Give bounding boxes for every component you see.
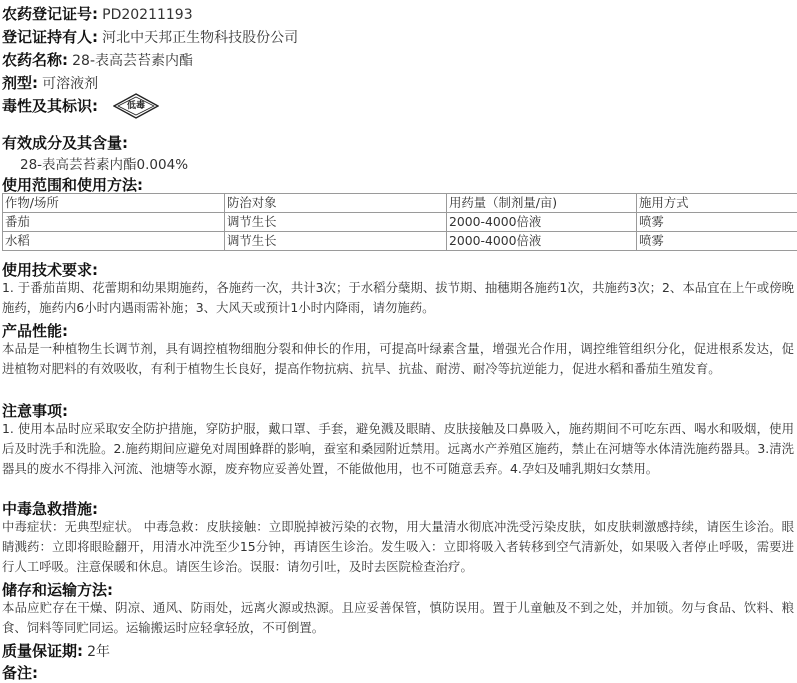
table-header-row — [3, 194, 797, 213]
technical-title: 使用技术要求: — [2, 261, 98, 279]
technical-text: 1. 于番茄苗期、花蕾期和幼果期施药，各施药一次，共计3次；于水稻分蘖期、拔节期、抽穗期各施药1次，共施药3次；2、本品宜在上午或傍晚施药，施药内6小时内遇雨需补施；3、大风天或预计1小时内降雨，请勿施药。 — [2, 280, 794, 315]
header-crop: 作物/场所 — [3, 194, 225, 213]
holder-value: 河北中天邦正生物科技股份公司 — [102, 30, 299, 46]
registration-value: PD20211193 — [102, 7, 193, 23]
first-aid-text: 中毒症状：无典型症状。 中毒急救：皮肤接触：立即脱掉被污染的衣物，用大量清水彻底冲洗受污染皮肤，如皮肤刺激感持续，请医生诊治。眼睛溅药：立即将眼睑翻开，用清水冲洗至少15分钟，再请医生诊治。发生吸入：立即将吸入者转移到空气清新处，如果吸入者停止呼吸，需要进行人工呼吸。注意保暖和休息。请医生诊治。误服：请勿引吐，及时去医院检查治疗。 — [2, 519, 794, 574]
formulation-value: 可溶液剂 — [42, 76, 99, 92]
registration-number — [2, 3, 193, 24]
formulation-label: 剂型: — [2, 74, 38, 92]
header-target: 防治对象 — [225, 194, 447, 213]
toxicity-label: 毒性及其标识: — [2, 97, 98, 115]
cell-target: 调节生长 — [225, 232, 447, 251]
cell-crop: 番茄 — [3, 213, 225, 232]
toxicity-badge-text: 低毒 — [126, 101, 145, 111]
performance-text: 本品是一种植物生长调节剂，具有调控植物细胞分裂和伸长的作用，可提高叶绿素含量，增强光合作用，调控维管组织分化，促进根系发达，促进植物对肥料的有效吸收，有利于植物生长良好，提高作物抗病、抗旱、抗盐、耐涝、耐冷等抗逆能力，促进水稻和番茄生殖发育。 — [2, 341, 794, 376]
cell-target: 调节生长 — [225, 213, 447, 232]
table-row — [3, 232, 797, 251]
cell-dosage: 2000-4000倍液 — [447, 232, 637, 251]
first-aid-title: 中毒急救措施: — [2, 500, 98, 518]
cell-crop: 水稻 — [3, 232, 225, 251]
product-name — [2, 49, 193, 70]
precautions-text: 1. 使用本品时应采取安全防护措施，穿防护服，戴口罩、手套，避免溅及眼睛、皮肤接触及口鼻吸入，施药期间不可吃东西、喝水和吸烟，使用后及时洗手和洗脸。2.施药期间应避免对周围蜂群的影响，蚕室和桑园附近禁用。远离水产养殖区施药，禁止在河塘等水体清洗施药器具。3.清洗器具的废水不得排入河流、池塘等水源，废弃物应妥善处置，不能做他用，也不可随意丢弃。4.孕妇及哺乳期妇女禁用。 — [2, 421, 794, 476]
formulation — [2, 72, 98, 93]
low-toxicity-badge — [113, 93, 159, 119]
performance-title: 产品性能: — [2, 322, 68, 340]
shelf-life-value: 2年 — [87, 644, 111, 660]
cell-method: 喷雾 — [637, 213, 797, 232]
cell-dosage: 2000-4000倍液 — [447, 213, 637, 232]
remarks — [2, 662, 38, 683]
registration-label: 农药登记证号: — [2, 5, 98, 23]
header-dosage: 用药量（制剂量/亩) — [447, 194, 637, 213]
product-name-label: 农药名称: — [2, 51, 68, 69]
holder-label: 登记证持有人: — [2, 28, 98, 46]
usage-title: 使用范围和使用方法: — [2, 176, 143, 194]
cell-method: 喷雾 — [637, 232, 797, 251]
registration-holder — [2, 26, 298, 47]
shelf-life-label: 质量保证期: — [2, 642, 83, 660]
toxicity — [2, 95, 98, 116]
product-name-value: 28-表高芸苔素内酯 — [72, 53, 194, 69]
table-row — [3, 213, 797, 232]
storage-text: 本品应贮存在干燥、阴凉、通风、防雨处，远离火源或热源。且应妥善保管，慎防误用。置于儿童触及不到之处，并加锁。勿与食品、饮料、粮食、饲料等同贮同运。运输搬运时应轻拿轻放，不可倒置。 — [2, 600, 794, 635]
shelf-life — [2, 640, 110, 661]
storage-title: 储存和运输方法: — [2, 581, 113, 599]
active-ingredient-title: 有效成分及其含量: — [2, 134, 128, 152]
usage-table — [2, 193, 797, 251]
precautions-title: 注意事项: — [2, 402, 68, 420]
active-ingredient-value: 28-表高芸苔素内酯0.004% — [20, 157, 189, 173]
header-method: 施用方式 — [637, 194, 797, 213]
remarks-label: 备注: — [2, 664, 38, 682]
